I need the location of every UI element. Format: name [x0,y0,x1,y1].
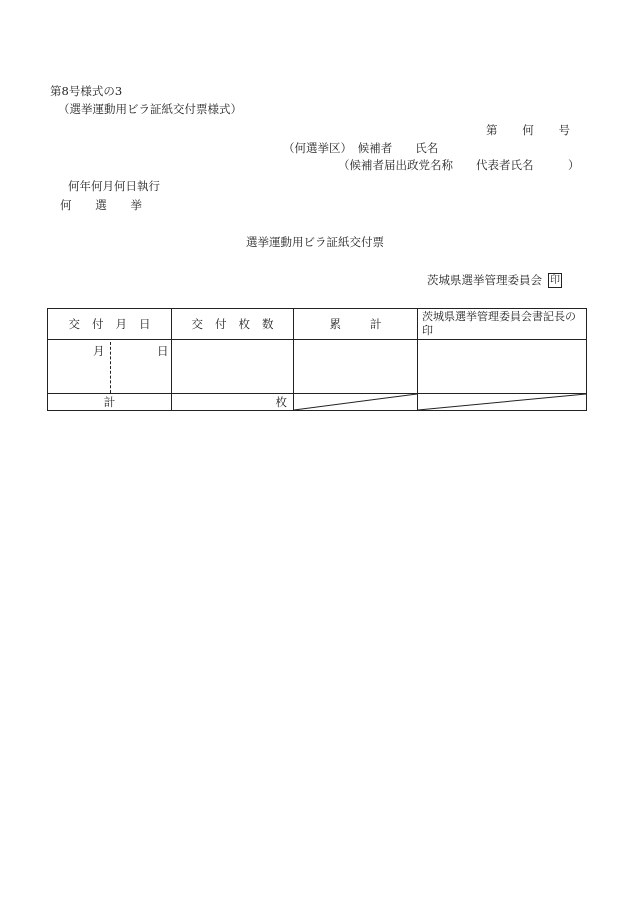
doc-number-char: 何 [522,123,534,137]
diagonal-line [418,394,586,410]
header-char: 交 [191,317,203,331]
header-char: 枚 [238,317,250,331]
header-char: 付 [215,317,227,331]
table-total-row [48,394,587,411]
header-char: 月 [115,317,127,331]
cumulative-cell [294,340,418,394]
header-char: 付 [92,317,104,331]
doc-number-char: 号 [558,123,570,137]
date-divider [110,342,111,393]
total-label: 計 [48,394,172,411]
cumulative-total-void [294,394,418,411]
issuance-table [47,308,587,411]
table-row [48,340,587,394]
seal-mark: 印 [550,275,560,286]
count-cell [172,340,294,394]
document-number [486,125,570,137]
total-sheets-unit: 枚 [172,394,294,411]
doc-number-char: 第 [486,123,498,137]
diagonal-line [294,394,417,410]
month-label: 月 [93,344,105,358]
form-subtitle: （選挙運動用ビラ証紙交付票様式） [58,102,242,116]
election-name-char: 挙 [130,198,142,212]
district-candidate-line: （何選挙区） 候補者 氏名 [283,141,439,155]
party-representative-line: （候補者届出政党名称 代表者氏名 ） [338,158,580,172]
header-cumulative [294,309,418,340]
election-name-char: 選 [95,198,107,212]
table-header-row [48,309,587,340]
header-char: 日 [139,317,151,331]
seal-cell [418,340,587,394]
header-char: 計 [370,317,382,331]
date-cell [48,340,172,394]
form-number: 第8号様式の3 [50,84,123,98]
election-date: 何年何月何日執行 [68,179,160,193]
election-name [60,200,142,212]
committee-signature [427,273,562,288]
seal-total-void [418,394,587,411]
document-title: 選挙運動用ビラ証紙交付票 [246,235,384,249]
header-issue-count [172,309,294,340]
committee-name: 茨城県選挙管理委員会 [427,272,542,287]
header-clerk-seal: 茨城県選挙管理委員会書記長の印 [418,309,587,340]
header-char: 数 [262,317,274,331]
election-name-char: 何 [60,198,72,212]
header-char: 累 [329,317,341,331]
day-label: 日 [157,344,169,358]
header-char: 交 [68,317,80,331]
header-issue-date [48,309,172,340]
